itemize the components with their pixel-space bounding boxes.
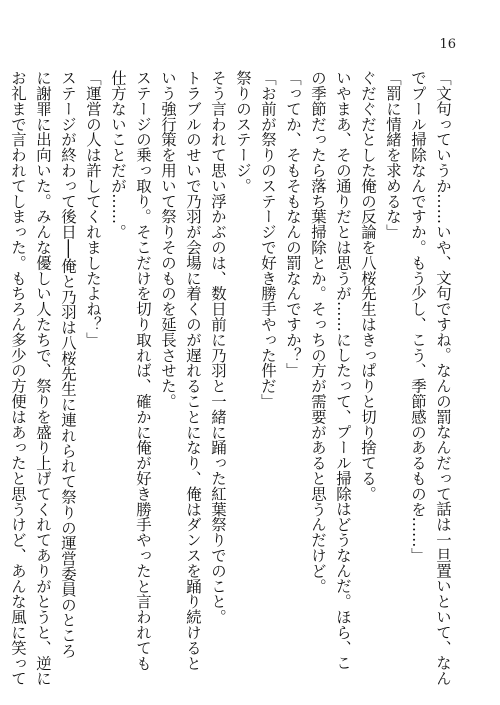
text-line: 「罰に情緒を求めるな」 bbox=[384, 70, 402, 240]
text-line: トラブルのせいで乃羽が会場に着くのが遅れることになり、俺はダンスを踊り続けると bbox=[184, 70, 202, 671]
text-line: 祭りのステージ。 bbox=[234, 70, 252, 194]
text-line: そう言われて思い浮かぶのは、数日前に乃羽と一緒に踊った紅葉祭りでのこと。 bbox=[209, 70, 227, 625]
text-line: 「文句っていうか……いや、文句ですね。なんの罰なんだって話は一旦置いといて、なん bbox=[434, 70, 452, 686]
text-line: ぐだぐだとした俺の反論を八桜先生はきっぱりと切り捨てる。 bbox=[359, 70, 377, 502]
text-line: 仕方ないことだが……。 bbox=[109, 70, 127, 240]
page-number: 16 bbox=[439, 37, 456, 52]
text-line: ステージの乗っ取り。そこだけを切り取れば、確かに俺が好き勝手やったと言われても bbox=[134, 70, 152, 671]
text-line: 「運営の人は許してくれましたよね？」 bbox=[84, 70, 102, 348]
body-text bbox=[5, 70, 455, 686]
text-line: に謝罪に出向いた。みんな優しい人たちで、祭りを盛り上げてくれてありがとうと、逆に bbox=[34, 70, 52, 686]
text-line: いう強行策を用いて祭りそのものを延長させた。 bbox=[159, 70, 177, 409]
text-line: 「ってか、そもそもなんの罰なんですか？」 bbox=[284, 70, 302, 378]
text-line: ステージが終わって後日──俺と乃羽は八桜先生に連れられて祭りの運営委員のところ bbox=[59, 70, 77, 659]
text-line: お礼まで言われてしまった。もちろん多少の方便はあったと思うけど、あんな風に笑って bbox=[9, 70, 27, 686]
text-line: でプール掃除なんですか。もう少し、こう、季節感のあるものを……」 bbox=[409, 70, 427, 563]
text-line: いやまあ、その通りだとは思うが……にしたって、プール掃除はどうなんだ。ほら、こ bbox=[334, 70, 352, 671]
text-line: の季節だったら落ち葉掃除とか。そっちの方が需要があると思うんだけど。 bbox=[309, 70, 327, 594]
text-line: 「お前が祭りのステージで好き勝手やった件だ」 bbox=[259, 70, 277, 409]
